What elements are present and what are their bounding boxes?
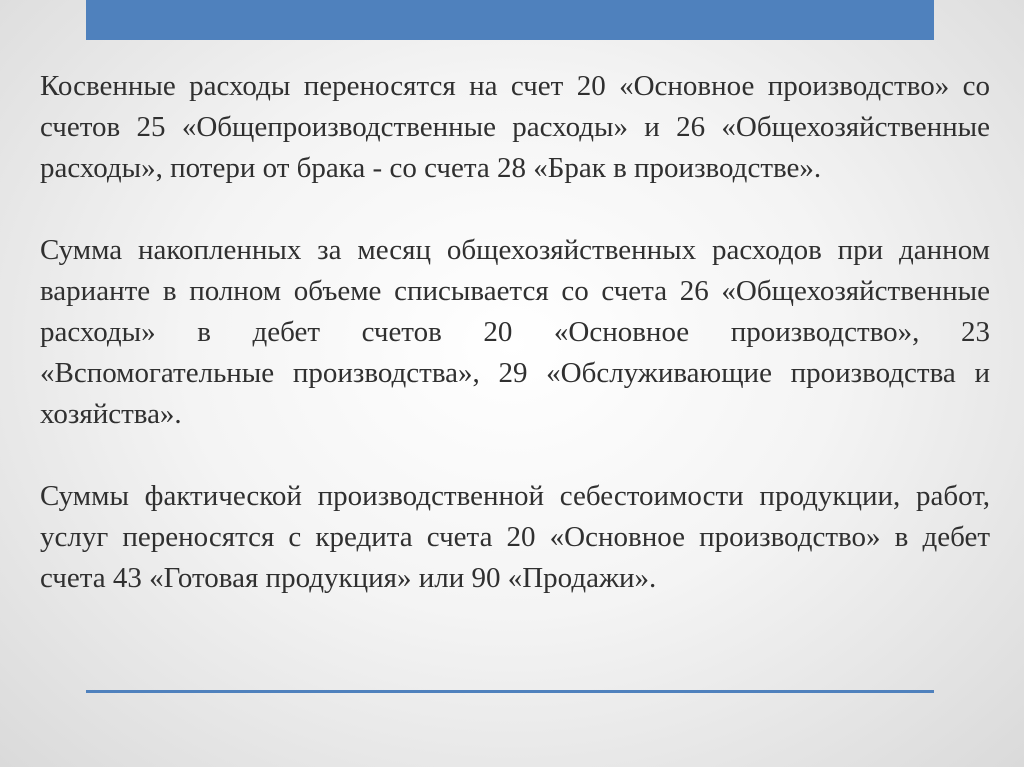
paragraph-indirect-costs: Косвенные расходы переносятся на счет 20 «Основное производство» со счетов 25 «Общепроизводственные расходы» и 26 «Общехозяйственные расходы», потери от брака - со счета 28 «Брак в производстве».: [40, 70, 990, 184]
slide-body: [40, 66, 990, 599]
paragraph-general-expenses: Сумма накопленных за месяц общехозяйственных расходов при данном варианте в полном объеме списывается со счета 26 «Общехозяйственные расходы» в дебет счетов 20 «Основное производство», 23 «Вспомогательные производства», 29 «Обслуживающие производства и хозяйства».: [40, 234, 990, 430]
top-accent-bar: [86, 0, 934, 40]
bottom-divider: [86, 690, 934, 693]
paragraph-actual-cost: Суммы фактической производственной себестоимости продукции, работ, услуг переносятся с кредита счета 20 «Основное производство» в дебет счета 43 «Готовая продукция» или 90 «Продажи».: [40, 480, 990, 594]
